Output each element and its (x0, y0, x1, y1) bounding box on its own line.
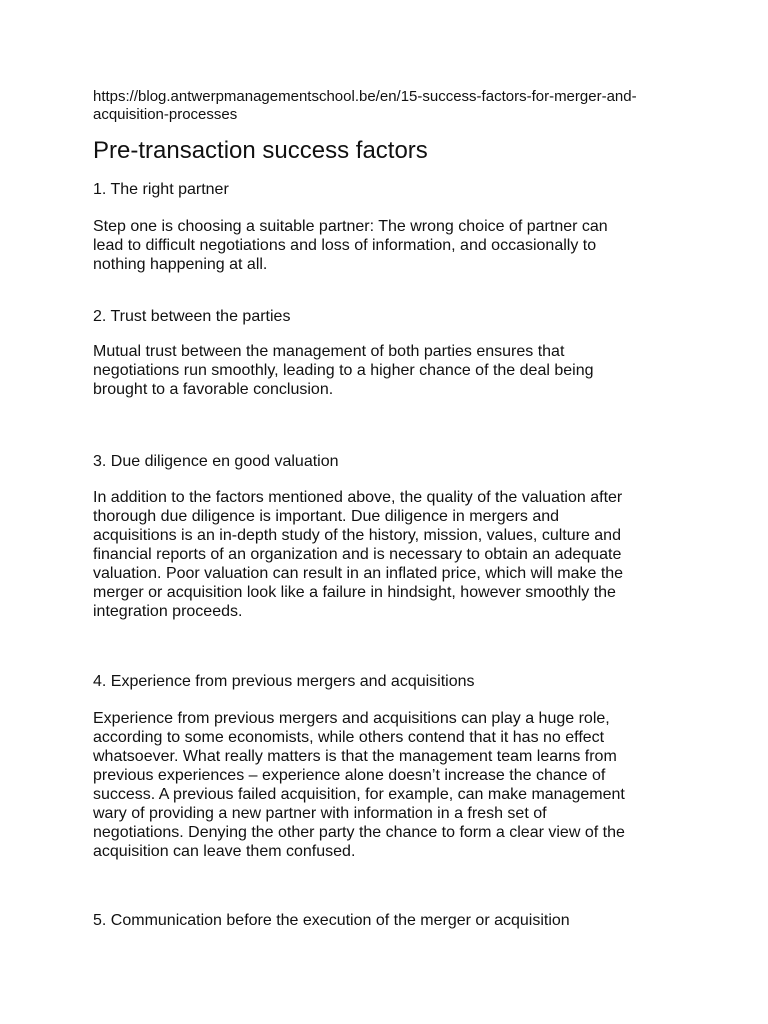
paragraph-line: brought to a favorable conclusion. (93, 381, 334, 398)
paragraph-line: acquisitions is an in-depth study of the history, mission, values, culture and (93, 527, 621, 544)
paragraph-line: nothing happening at all. (93, 256, 268, 273)
paragraph-line: whatsoever. What really matters is that the management team learns from (93, 748, 617, 765)
section-paragraph-4 (93, 709, 693, 861)
paragraph-line: previous experiences – experience alone doesn’t increase the chance of (93, 767, 606, 784)
section-heading-2: 2. Trust between the parties (93, 308, 291, 325)
source-url[interactable] (93, 88, 693, 124)
section-heading-1: 1. The right partner (93, 181, 229, 198)
paragraph-line: Mutual trust between the management of both parties ensures that (93, 343, 565, 360)
paragraph-line: valuation. Poor valuation can result in an inflated price, which will make the (93, 565, 624, 582)
paragraph-line: negotiations run smoothly, leading to a higher chance of the deal being (93, 362, 594, 379)
paragraph-line: In addition to the factors mentioned above, the quality of the valuation after (93, 489, 623, 506)
paragraph-line: Step one is choosing a suitable partner: The wrong choice of partner can (93, 218, 608, 235)
section-heading-5: 5. Communication before the execution of the merger or acquisition (93, 912, 570, 929)
section-paragraph-1 (93, 217, 693, 274)
source-url-line: https://blog.antwerpmanagementschool.be/en/15-success-factors-for-merger-and- (93, 88, 637, 105)
paragraph-line: according to some economists, while others contend that it has no effect (93, 729, 605, 746)
page-title: Pre-transaction success factors (93, 137, 428, 164)
paragraph-line: negotiations. Denying the other party the chance to form a clear view of the (93, 824, 625, 841)
section-heading-3: 3. Due diligence en good valuation (93, 453, 339, 470)
source-url-line: acquisition-processes (93, 106, 238, 123)
section-paragraph-3 (93, 488, 693, 621)
paragraph-line: success. A previous failed acquisition, for example, can make management (93, 786, 625, 803)
paragraph-line: thorough due diligence is important. Due diligence in mergers and (93, 508, 560, 525)
section-paragraph-2 (93, 342, 693, 399)
paragraph-line: Experience from previous mergers and acquisitions can play a huge role, (93, 710, 610, 727)
paragraph-line: wary of providing a new partner with information in a fresh set of (93, 805, 547, 822)
section-heading-4: 4. Experience from previous mergers and acquisitions (93, 673, 475, 690)
paragraph-line: financial reports of an organization and is necessary to obtain an adequate (93, 546, 622, 563)
paragraph-line: lead to difficult negotiations and loss of information, and occasionally to (93, 237, 597, 254)
paragraph-line: integration proceeds. (93, 603, 243, 620)
paragraph-line: acquisition can leave them confused. (93, 843, 356, 860)
paragraph-line: merger or acquisition look like a failure in hindsight, however smoothly the (93, 584, 616, 601)
